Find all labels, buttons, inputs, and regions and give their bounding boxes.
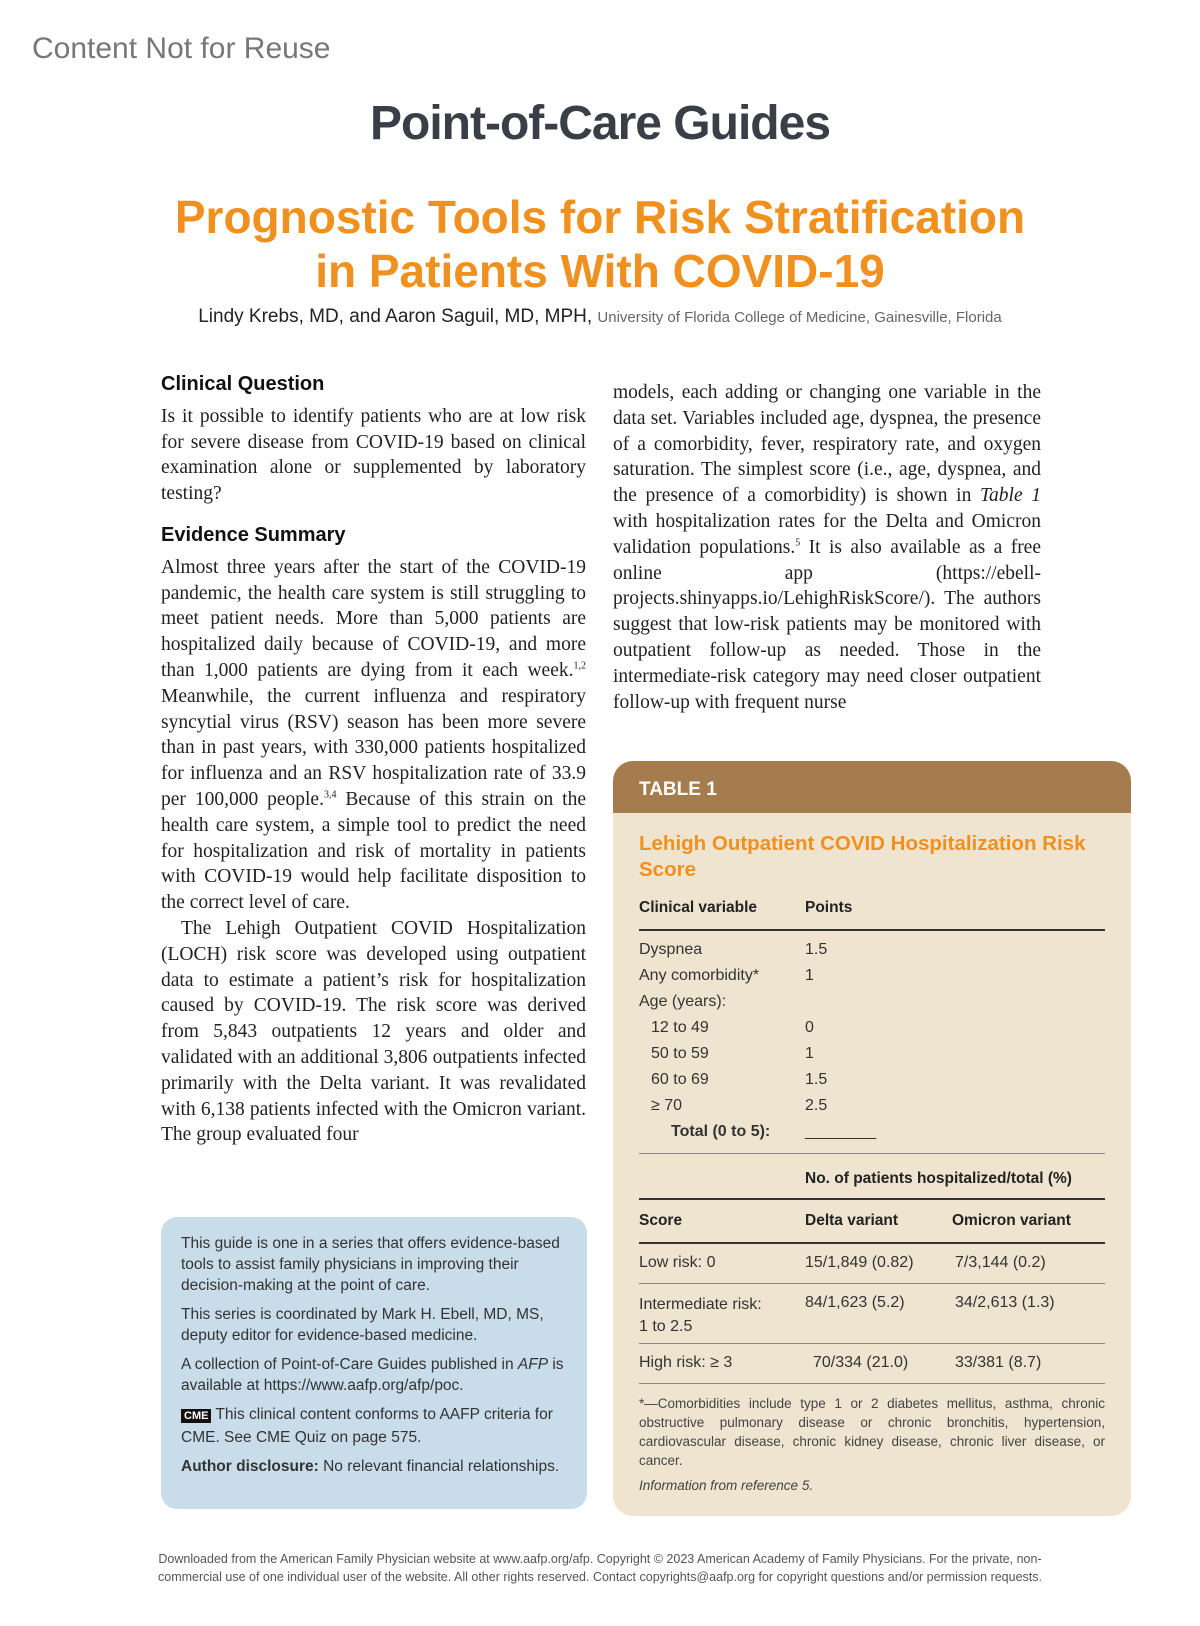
table-row: High risk: ≥ 3 70/334 (21.0) 33/381 (8.7) bbox=[639, 1344, 1105, 1384]
variables-table bbox=[639, 899, 1105, 1384]
info-collection-text: A collection of Point-of-Care Guides published in AFP is available at https://www.aafp.org/afp/poc. bbox=[181, 1356, 564, 1394]
info-coordinator-text: This series is coordinated by Mark H. Ebell, MD, MS, deputy editor for evidence-based medicine. bbox=[181, 1306, 544, 1344]
variables-header-row bbox=[639, 899, 1105, 931]
table-title: Lehigh Outpatient COVID Hospitalization Risk Score bbox=[639, 832, 1086, 881]
total-blank: ________ bbox=[805, 1123, 877, 1140]
col-variable-header: Clinical variable bbox=[639, 899, 758, 916]
affiliation: University of Florida College of Medicine, Gainesville, Florida bbox=[597, 309, 1002, 326]
title-line-1: Prognostic Tools for Risk Stratification bbox=[174, 191, 1026, 243]
footer-line-2: commercial use of one individual user of the website. All other rights reserved. Contact copyrights@aafp.org for copyright questions and/or permission requests. bbox=[158, 1570, 1042, 1584]
table-source: Information from reference 5. bbox=[639, 1478, 814, 1493]
table-row: Age (years): bbox=[639, 993, 727, 1010]
table-row: 12 to 49 0 bbox=[651, 1019, 814, 1036]
clinical-question-heading: Clinical Question bbox=[161, 373, 325, 395]
evidence-summary-heading: Evidence Summary bbox=[161, 523, 346, 546]
right-column bbox=[613, 380, 1041, 715]
section-title: Point-of-Care Guides bbox=[369, 97, 831, 150]
info-disclosure: Author disclosure: No relevant financial relationships. bbox=[181, 1458, 560, 1475]
table-row: Low risk: 0 15/1,849 (0.82) 7/3,144 (0.2) bbox=[639, 1244, 1105, 1284]
table-1 bbox=[613, 761, 1131, 1516]
col-score-header: Score bbox=[639, 1212, 683, 1229]
page-footer bbox=[0, 1550, 1200, 1586]
group-header: No. of patients hospitalized/total (%) bbox=[805, 1170, 1072, 1187]
col-points-header: Points bbox=[805, 899, 853, 916]
table-row: ≥ 70 2.5 bbox=[651, 1097, 828, 1114]
col-omicron-header: Omicron variant bbox=[952, 1212, 1071, 1229]
left-column bbox=[161, 372, 586, 1148]
table-row: Any comorbidity* 1 bbox=[639, 967, 814, 984]
table-row: 50 to 59 1 bbox=[651, 1045, 814, 1062]
series-info-box bbox=[161, 1217, 587, 1509]
title-line-2: in Patients With COVID-19 bbox=[315, 245, 885, 297]
table-row: Dyspnea 1.5 bbox=[639, 941, 828, 958]
clinical-question-text: Is it possible to identify patients who are at low risk for severe disease from COVID-19 based on clinical examination alone or supplemented by laboratory testing? bbox=[161, 405, 586, 505]
table-label: TABLE 1 bbox=[613, 761, 1131, 813]
col-delta-header: Delta variant bbox=[805, 1212, 899, 1229]
table-row: 60 to 69 1.5 bbox=[651, 1071, 828, 1088]
total-row bbox=[639, 1123, 1105, 1154]
watermark: Content Not for Reuse bbox=[32, 32, 331, 65]
group-header-row bbox=[639, 1170, 1105, 1200]
cme-badge: CME bbox=[181, 1409, 211, 1423]
table-footnote: *—Comorbidities include type 1 or 2 diabetes mellitus, asthma, chronic obstructive pulmonary disease or chronic bronchitis, hypertension, cardiovascular disease, chronic kidney disease, chronic liver disease, or cancer. bbox=[639, 1396, 1105, 1468]
table-row: Intermediate risk: 1 to 2.5 84/1,623 (5.2) 34/2,613 (1.3) bbox=[639, 1284, 1105, 1344]
total-label: Total (0 to 5): bbox=[671, 1123, 771, 1140]
byline bbox=[0, 306, 1200, 328]
info-cme-text: CME This clinical content conforms to AAFP criteria for CME. See CME Quiz on page 575. bbox=[181, 1406, 553, 1446]
info-series-text: This guide is one in a series that offers evidence-based tools to assist family physicians in improving their decision-making at the point of care. bbox=[181, 1235, 560, 1294]
evidence-paragraph-1: Almost three years after the start of the COVID-19 pandemic, the health care system is still struggling to meet patient needs. More than 5,000 patients are hospitalized daily because of COVID-19, and more than 1,000 patients are dying from it each week.$^{1,2}$ Meanwhile, the current influenza and respiratory syncytial virus (RSV) season has been more severe than in past years, with 330,000 patients hospitalized for influenza and an RSV hospitalization rate of 33.9 per 100,000 people.$^{3,4}$ Because of this strain on the health care system, a simple tool to predict the need for hospitalization and risk of mortality in patients with COVID-19 would help facilitate disposition to the correct level of care. bbox=[161, 556, 586, 914]
score-header-row bbox=[639, 1212, 1105, 1244]
evidence-paragraph-2: The Lehigh Outpatient COVID Hospitalization (LOCH) risk score was developed using outpatient data to estimate a patient’s risk for hospitalization caused by COVID-19. The risk score was derived from 5,843 outpatients 12 years and older and validated with an additional 3,806 outpatients infected primarily with the Delta variant. It was revalidated with 6,138 patients infected with the Omicron variant. The group evaluated four bbox=[161, 917, 586, 1146]
authors: Lindy Krebs, MD, and Aaron Saguil, MD, MPH, bbox=[198, 306, 593, 327]
article-title bbox=[0, 190, 1200, 298]
right-column-paragraph: models, each adding or changing one variable in the data set. Variables included age, dyspnea, the presence of a comorbidity, fever, respiratory rate, and oxygen saturation. The simplest score (i.e., age, dyspnea, and the presence of a comorbidity) is shown in Table 1 with hospitalization rates for the Delta and Omicron validation populations.$^5$ It is also available as a free online app (https://ebell-projects.shinyapps.io/LehighRiskScore/). The authors suggest that low-risk patients may be monitored with outpatient follow-up as needed. Those in the intermediate-risk category may need closer outpatient follow-up with frequent nurse bbox=[613, 382, 1041, 713]
footer-line-1: Downloaded from the American Family Physician website at www.aafp.org/afp. Copyright © 2023 American Academy of Family Physicians. For the private, non- bbox=[158, 1552, 1042, 1566]
